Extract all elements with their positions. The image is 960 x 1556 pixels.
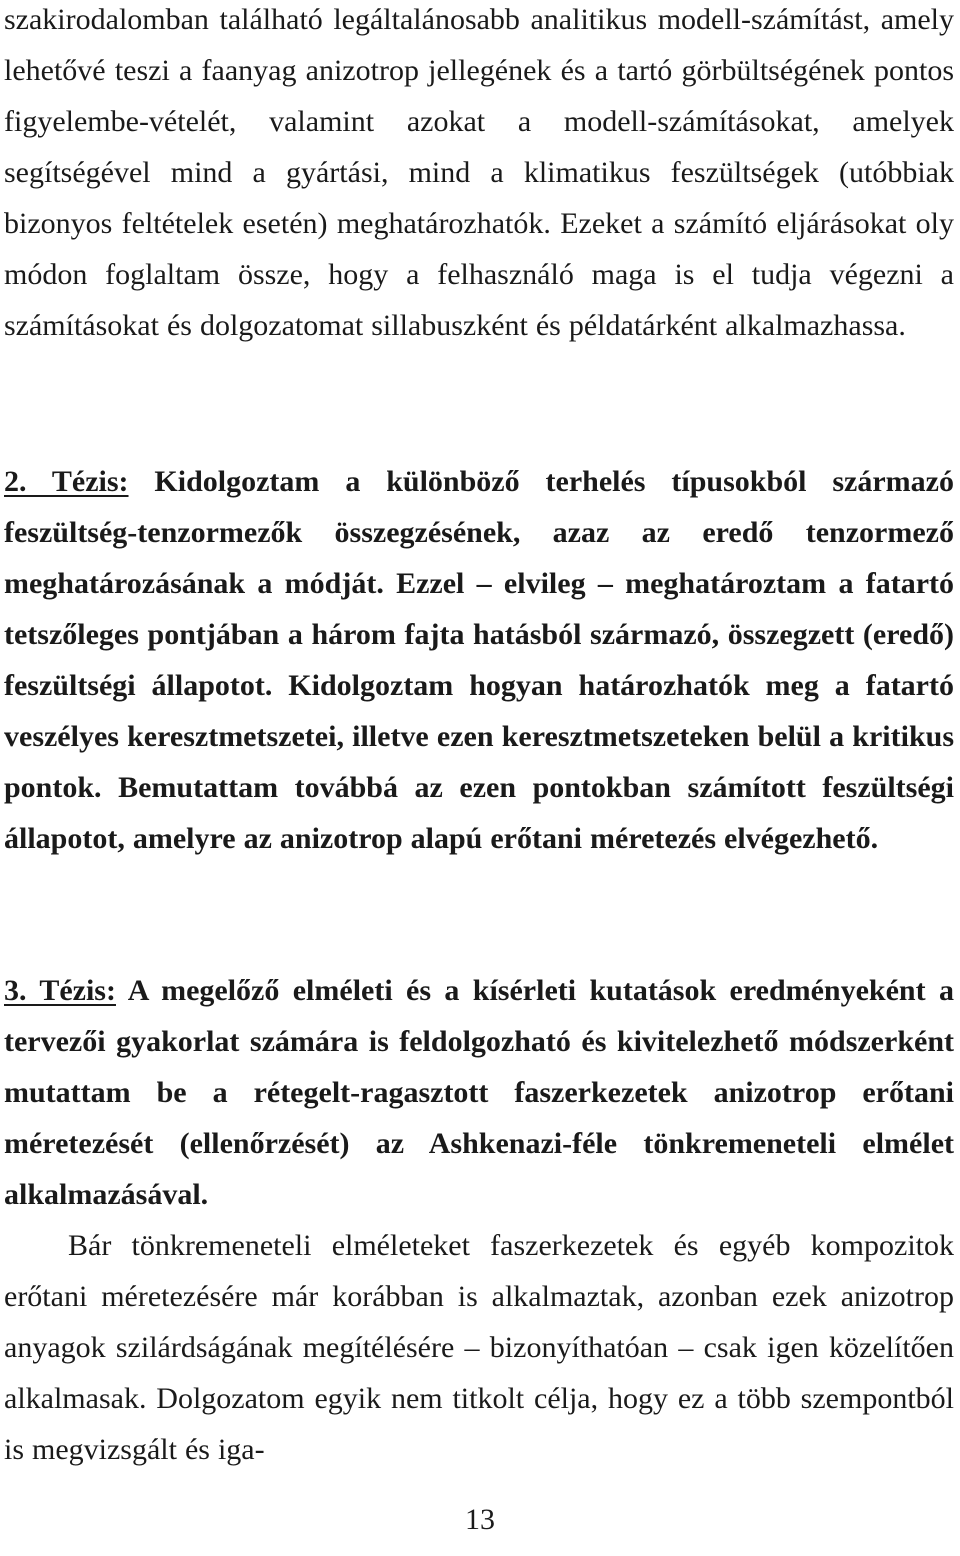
paragraph-body (4, 1220, 954, 1475)
thesis-3-label: 3. Tézis: (4, 974, 116, 1007)
thesis-2-label: 2. Tézis: (4, 465, 129, 498)
paragraph-thesis-3 (4, 965, 954, 1220)
thesis-3-text: A megelőző elméleti és a kísérleti kutatások eredményeként a tervezői gyakorlat számára is feldolgozható és kivitelezhető módszerként mutattam be a rétegelt-ragasztott faszerkezetek anizotrop erőtani méretezését (ellenőrzését) az Ashkenazi-féle tönkremeneteli elmélet alkalmazásával. (4, 974, 954, 1211)
paragraph-body-text: Bár tönkremeneteli elméleteket faszerkezetek és egyéb kompozitok erőtani méretezésére már korábban is alkalmaztak, azonban ezek anizotrop anyagok szilárdságának megítélésére – bizonyíthatóan – csak igen közelítően alkalmasak. Dolgozatom egyik nem titkolt célja, hogy ez a több szempontból is megvizsgált és iga- (4, 1229, 954, 1466)
page-number: 13 (465, 1503, 495, 1536)
thesis-2-text: Kidolgoztam a különböző terhelés típusokból származó feszültség-tenzormezők összegzésének, azaz az eredő tenzormező meghatározásának a módját. Ezzel – elvileg – meghatároztam a fatartó tetszőleges pontjában a három fajta hatásból származó, összegzett (eredő) feszültségi állapotot. Kidolgoztam hogyan határozhatók meg a fatartó veszélyes keresztmetszetei, illetve ezen keresztmetszeteken belül a kritikus pontok. Bemutattam továbbá az ezen pontokban számított feszültségi állapotot, amelyre az anizotrop alapú erőtani méretezés elvégezhető. (4, 465, 954, 855)
paragraph-thesis-2 (4, 456, 954, 864)
paragraph-intro: szakirodalomban található legáltalánosabb analitikus modell-számítást, amely lehetővé teszi a faanyag anizotrop jellegének és a tartó görbültségének pontos figyelembe-vételét, valamint azokat a modell-számításokat, amelyek segítségével mind a gyártási, mind a klimatikus feszültségek (utóbbiak bizonyos feltételek esetén) meghatározhatók. Ezeket a számító eljárásokat oly módon foglaltam össze, hogy a felhasználó maga is el tudja végezni a számításokat és dolgozatomat sillabuszként és példatárként alkalmazhassa. (4, 3, 954, 342)
